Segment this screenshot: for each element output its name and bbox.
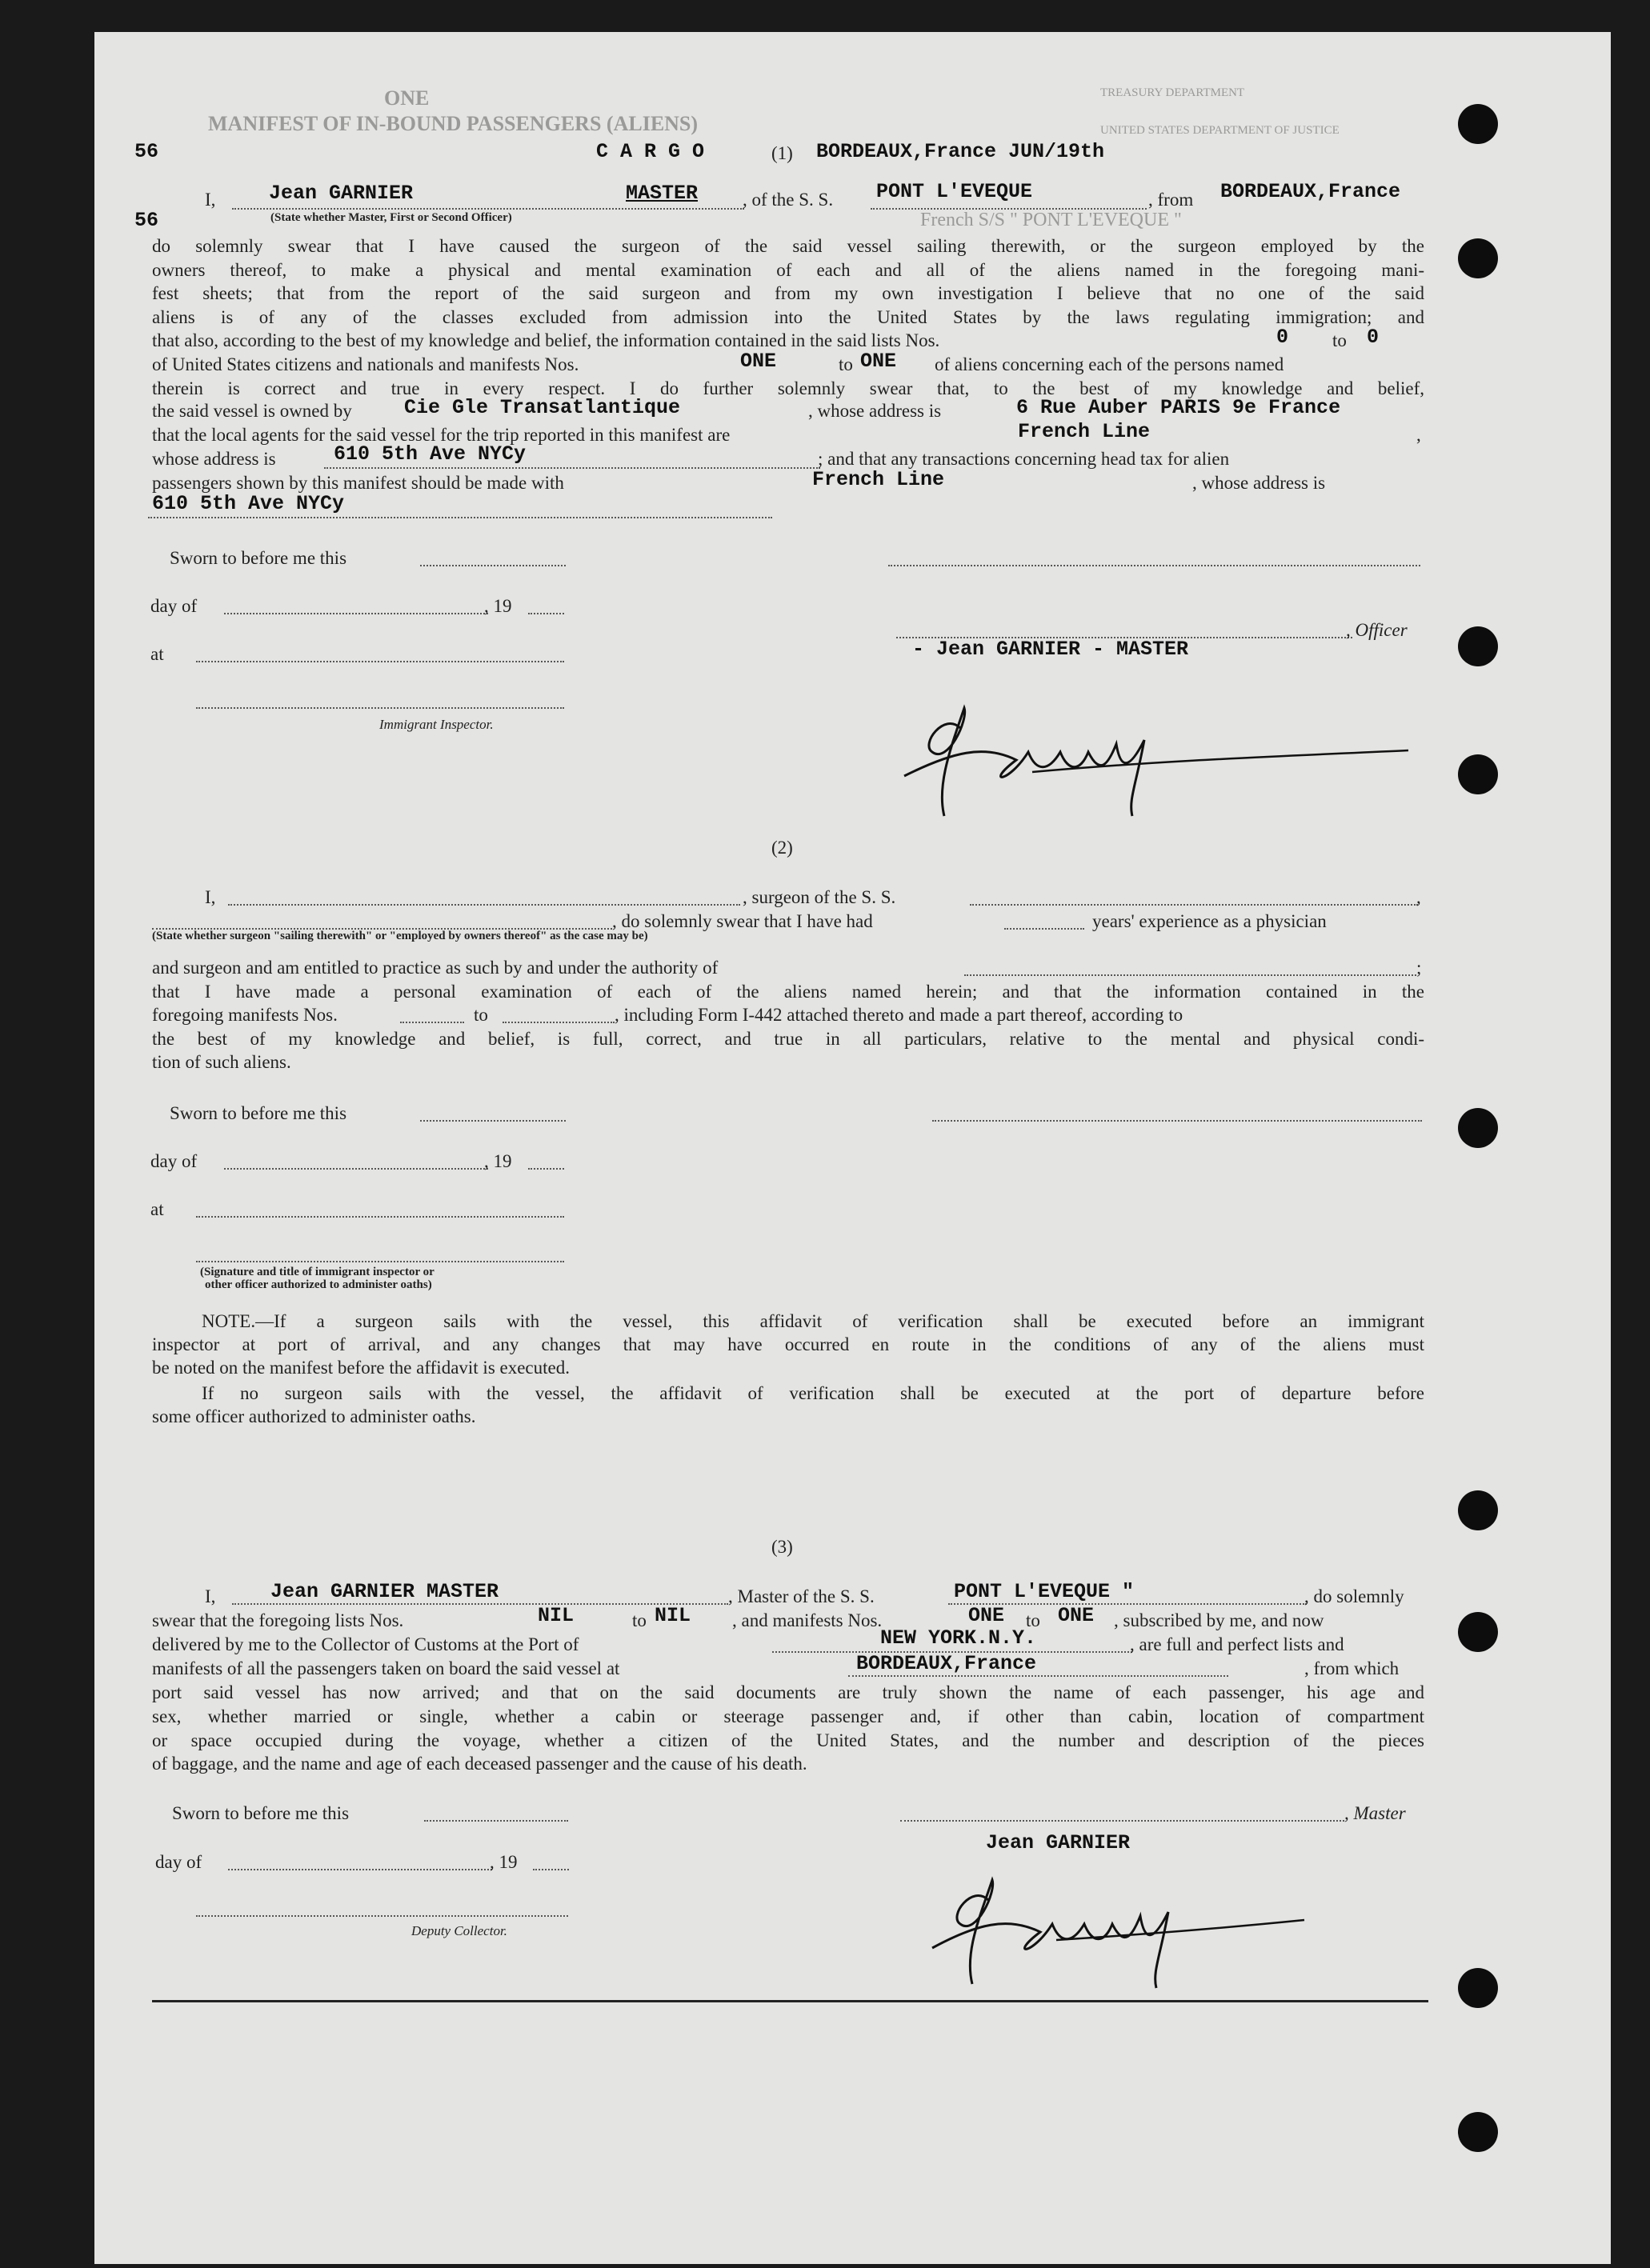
s2-state-note: (State whether surgeon "sailing therewith" or "employed by owners thereof" as the case may be) xyxy=(152,930,648,942)
from-port: BORDEAUX,France xyxy=(1220,180,1401,203)
s3-master-name: Jean GARNIER MASTER xyxy=(270,1580,499,1603)
s3-line-2a: swear that the foregoing lists Nos. xyxy=(152,1610,404,1630)
local-agents: French Line xyxy=(1018,420,1151,443)
s1-line-2: owners thereof, to make a physical and mental examination of each and all of the aliens named in the foregoing mani- xyxy=(152,260,1424,280)
s3-master-of: , Master of the S. S. xyxy=(728,1586,875,1606)
s2-note-3: be noted on the manifest before the affidavit is executed. xyxy=(152,1358,570,1378)
s3-line-2c: , and manifests Nos. xyxy=(732,1610,883,1630)
s1-line-5a: that also, according to the best of my knowledge and belief, the information contained in the said lists Nos. xyxy=(152,330,940,350)
binder-hole xyxy=(1458,1968,1498,2008)
binder-hole xyxy=(1458,2112,1498,2152)
s2-line-1: and surgeon and am entitled to practice as such by and under the authority of xyxy=(152,958,719,978)
s1-line-9: that the local agents for the said vessel for the trip reported in this manifest are xyxy=(152,425,731,445)
master-signature-2 xyxy=(920,1872,1320,1992)
manifest-from: ONE xyxy=(740,350,777,373)
s2-note-4: If no surgeon sails with the vessel, the affidavit of verification shall be executed at the port of departure before xyxy=(202,1383,1424,1403)
s3-vessel: PONT L'EVEQUE " xyxy=(954,1580,1135,1603)
lists-to: 0 xyxy=(1367,326,1380,349)
s3-solemnly: , do solemnly xyxy=(1304,1586,1404,1606)
s2-line-3c: , including Form I-442 attached thereto and made a part thereof, according to xyxy=(615,1005,1183,1025)
section-3-number: (3) xyxy=(771,1537,793,1557)
s2-sig-note-2: other officer authorized to administer oaths) xyxy=(205,1278,432,1291)
s3-sworn: Sworn to before me this xyxy=(172,1803,350,1823)
binder-hole xyxy=(1458,238,1498,278)
master-rank: MASTER xyxy=(626,182,699,205)
s1-line-8a: the said vessel is owned by xyxy=(152,401,352,421)
s1-line-10a: whose address is xyxy=(152,449,276,469)
s1-line-6a: of United States citizens and nationals and manifests Nos. xyxy=(152,354,579,374)
owner-address: 6 Rue Auber PARIS 9e France xyxy=(1016,396,1341,419)
s2-line-4: the best of my knowledge and belief, is full, correct, and true in all particulars, relative to the mental and physical condi- xyxy=(152,1029,1424,1049)
s2-comma: , xyxy=(1416,887,1421,907)
s1-line-11a: passengers shown by this manifest should be made with xyxy=(152,473,564,493)
s3-line-5: port said vessel has now arrived; and that on the said documents are truly shown the name of each passenger, his age and xyxy=(152,1682,1424,1702)
s3-port-departure: BORDEAUX,France xyxy=(856,1652,1037,1675)
s2-line-2: that I have made a personal examination of each of the aliens named herein; and that the information contained in the xyxy=(152,982,1424,1002)
s2-surgeon-of: , surgeon of the S. S. xyxy=(743,887,896,907)
immigrant-inspector: Immigrant Inspector. xyxy=(379,717,494,732)
ghost-title: MANIFEST OF IN-BOUND PASSENGERS (ALIENS) xyxy=(208,112,699,135)
agents-address: 610 5th Ave NYCy xyxy=(334,442,527,466)
s2-swear: , do solemnly swear that I have had xyxy=(612,911,873,931)
manifest-to: ONE xyxy=(860,350,897,373)
s2-at: at xyxy=(150,1199,164,1219)
s3-line-8: of baggage, and the name and age of each deceased passenger and the cause of his death. xyxy=(152,1754,807,1774)
officer-label: , Officer xyxy=(1346,620,1408,640)
s3-line-3b: , are full and perfect lists and xyxy=(1130,1634,1344,1654)
lists-from: 0 xyxy=(1276,326,1289,349)
s1-day-of: day of xyxy=(150,596,198,616)
s1-line-10b: ; and that any transactions concerning head tax for alien xyxy=(818,449,1230,469)
s2-years: years' experience as a physician xyxy=(1092,911,1327,931)
s1-line-3: fest sheets; that from the report of the said surgeon and from my own investigation I believe that no one of the said xyxy=(152,283,1424,303)
from-label: , from xyxy=(1148,190,1194,210)
s1-year: , 19 xyxy=(484,596,512,616)
s3-line-3a: delivered by me to the Collector of Customs at the Port of xyxy=(152,1634,579,1654)
s1-line-5b: to xyxy=(1332,330,1347,350)
bottom-rule xyxy=(152,2000,1428,2002)
s2-year: , 19 xyxy=(484,1151,512,1171)
ghost-right: TREASURY DEPARTMENT xyxy=(1100,86,1245,99)
cargo-stamp: C A R G O xyxy=(596,140,705,163)
s2-note-1: NOTE.—If a surgeon sails with the vessel, this affidavit of verification shall be executed before an immigrant xyxy=(202,1311,1424,1331)
s3-line-4b: , from which xyxy=(1304,1658,1400,1678)
s1-line-8b: , whose address is xyxy=(808,401,942,421)
left-mark-2: 56 xyxy=(134,209,159,232)
s1-at: at xyxy=(150,644,164,664)
master-signature-typed: - Jean GARNIER - MASTER xyxy=(912,638,1189,661)
section-2-number: (2) xyxy=(771,838,793,858)
s1-line-1: do solemnly swear that I have caused the surgeon of the said vessel sailing therewith, or the surgeon employed by the xyxy=(152,236,1424,256)
s3-line-4a: manifests of all the passengers taken on board the said vessel at xyxy=(152,1658,620,1678)
head-tax-party: French Line xyxy=(812,468,945,491)
master-name: Jean GARNIER xyxy=(269,182,414,205)
port-date: BORDEAUX,France JUN/19th xyxy=(816,140,1105,163)
s2-i: I, xyxy=(205,887,216,907)
s2-semicolon: ; xyxy=(1416,958,1422,978)
s3-line-7: or space occupied during the voyage, whether a citizen of the United States, and the number and description of the pieces xyxy=(152,1730,1424,1750)
s3-line-2b: to xyxy=(632,1610,647,1630)
s3-signature-typed: Jean GARNIER xyxy=(986,1831,1131,1854)
binder-hole xyxy=(1458,104,1498,144)
binder-hole xyxy=(1458,626,1498,666)
ghost-vessel: French S/S " PONT L'EVEQUE " xyxy=(920,210,1182,230)
s1-line-9-comma: , xyxy=(1416,425,1421,445)
s2-note-2: inspector at port of arrival, and any changes that may have occurred en route in the conditions of any of the aliens must xyxy=(152,1334,1424,1354)
s3-line-2e: , subscribed by me, and now xyxy=(1114,1610,1324,1630)
s2-line-3b: to xyxy=(474,1005,488,1025)
s3-line-2d: to xyxy=(1026,1610,1040,1630)
binder-hole xyxy=(1458,754,1498,794)
ghost-top: ONE xyxy=(384,86,430,110)
s3-port-arrival: NEW YORK.N.Y. xyxy=(880,1626,1037,1650)
s1-sworn: Sworn to before me this xyxy=(170,548,347,568)
binder-hole xyxy=(1458,1490,1498,1530)
s3-manifest-to: ONE xyxy=(1058,1604,1095,1627)
left-mark: 56 xyxy=(134,140,159,163)
s3-lists-to: NIL xyxy=(655,1604,691,1627)
s1-line-6c: of aliens concerning each of the persons named xyxy=(935,354,1284,374)
s2-day-of: day of xyxy=(150,1151,198,1171)
s1-line-6b: to xyxy=(839,354,853,374)
rank-note: (State whether Master, First or Second Officer) xyxy=(270,211,512,224)
ghost-right-2: UNITED STATES DEPARTMENT OF JUSTICE xyxy=(1100,124,1340,137)
vessel-owner: Cie Gle Transatlantique xyxy=(404,396,681,419)
section-1-i: I, xyxy=(205,190,216,210)
s3-line-6: sex, whether married or single, whether a cabin or steerage passenger and, if other than cabin, location of compartment xyxy=(152,1706,1424,1726)
s1-line-4: aliens is of any of the classes excluded from admission into the United States by the laws regulating immigration; and xyxy=(152,307,1424,327)
head-tax-address: 610 5th Ave NYCy xyxy=(152,492,345,515)
binder-hole xyxy=(1458,1108,1498,1148)
s2-sworn: Sworn to before me this xyxy=(170,1103,347,1123)
s1-line-11b: , whose address is xyxy=(1192,473,1326,493)
s2-line-3a: foregoing manifests Nos. xyxy=(152,1005,338,1025)
binder-hole xyxy=(1458,1612,1498,1652)
s1-line-7: therein is correct and true in every respect. I do further solemnly swear that, to the best of my knowledge and belief, xyxy=(152,378,1424,398)
deputy-collector: Deputy Collector. xyxy=(411,1923,507,1938)
master-signature-1 xyxy=(888,696,1416,824)
vessel-name: PONT L'EVEQUE xyxy=(876,180,1033,203)
s2-note-5: some officer authorized to administer oaths. xyxy=(152,1406,476,1426)
s2-sig-note-1: (Signature and title of immigrant inspector or xyxy=(200,1266,435,1278)
s3-year: , 19 xyxy=(490,1852,518,1872)
s3-day-of: day of xyxy=(155,1852,202,1872)
s3-lists-from: NIL xyxy=(538,1604,575,1627)
s2-line-5: tion of such aliens. xyxy=(152,1052,291,1072)
s3-manifest-from: ONE xyxy=(968,1604,1005,1627)
section-1-number: (1) xyxy=(771,143,793,163)
s3-i: I, xyxy=(205,1586,216,1606)
s3-master-label: , Master xyxy=(1344,1803,1406,1823)
of-the-ss: , of the S. S. xyxy=(743,190,834,210)
